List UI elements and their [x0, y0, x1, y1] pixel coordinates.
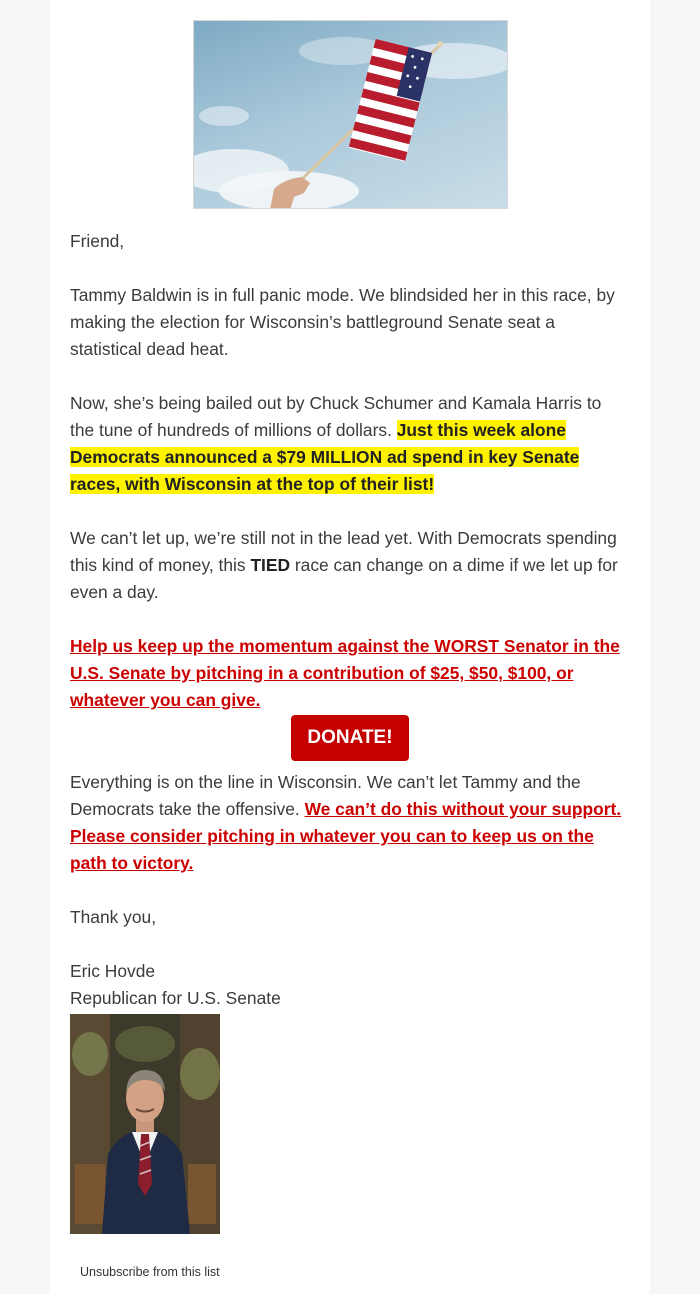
highlighted-ad-spend: Just this week alone Democrats announced a $79 MILLION ad spend in key Senate races, with Wisconsin at the top of their list!	[70, 420, 580, 494]
contribution-link[interactable]: Help us keep up the momentum against the WORST Senator in the U.S. Senate by pitching in a contribution of $25, $50, $100, or whatever you can give.	[70, 636, 620, 710]
closing: Thank you,	[70, 907, 157, 927]
signature	[70, 958, 630, 1012]
support-link[interactable]: We can’t do this without your support. Please consider pitching in whatever you can to keep us on the path to victory.	[70, 799, 622, 873]
email-body	[70, 228, 630, 1012]
signature-title: Republican for U.S. Senate	[70, 988, 281, 1008]
paragraph-tied	[70, 525, 630, 606]
tied-bold: TIED	[250, 555, 291, 575]
hero-flag-image	[193, 20, 508, 209]
signature-name: Eric Hovde	[70, 961, 156, 981]
tied-tail-text: race can change on a dime if we let up for even a day.	[70, 555, 618, 602]
flag-illustration	[194, 21, 508, 209]
greeting: Friend,	[70, 231, 125, 251]
email-card	[50, 0, 650, 1294]
portrait-illustration	[70, 1014, 220, 1234]
unsubscribe-link[interactable]: Unsubscribe from this list	[80, 1265, 220, 1279]
bailout-text: Now, she’s being bailed out by Chuck Schumer and Kamala Harris to the tune of hundreds of millions of dollars.	[70, 393, 602, 440]
donate-button[interactable]: DONATE!	[291, 715, 408, 761]
paragraph-offensive	[70, 769, 630, 877]
candidate-portrait	[70, 1014, 220, 1234]
offensive-text: Everything is on the line in Wisconsin. We can’t let Tammy and the Democrats take the offensive.	[70, 772, 581, 819]
tied-lead-text: We can’t let up, we’re still not in the lead yet. With Democrats spending this kind of money, this	[70, 528, 617, 575]
paragraph-bailout	[70, 390, 630, 498]
donate-row	[70, 715, 630, 761]
paragraph-panic: Tammy Baldwin is in full panic mode. We blindsided her in this race, by making the election for Wisconsin’s battleground Senate seat a statistical dead heat.	[70, 285, 615, 359]
